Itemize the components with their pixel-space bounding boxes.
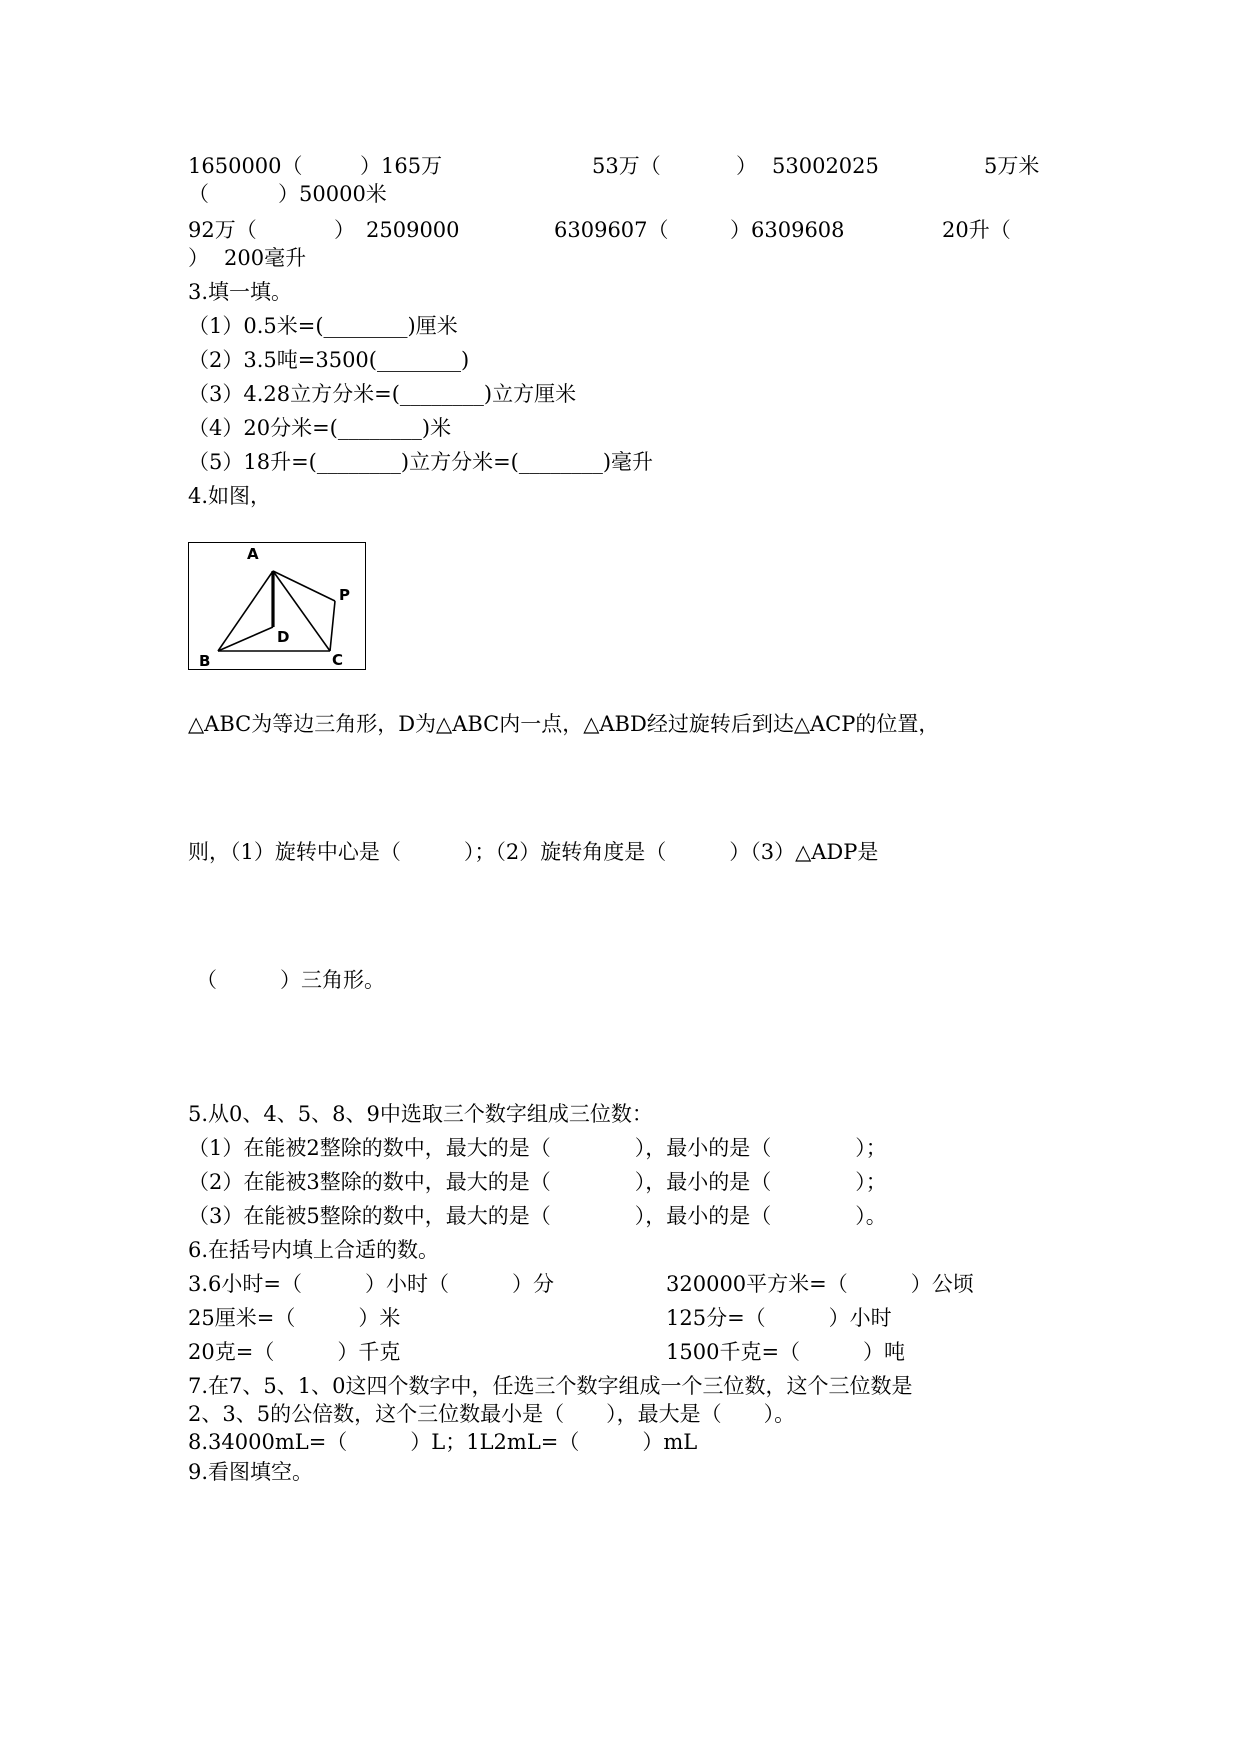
q6-r2-right: 125分=（ ）小时 — [666, 1306, 892, 1330]
label-a: A — [247, 545, 259, 563]
q6-r3-left: 20克=（ ）千克 — [188, 1340, 401, 1364]
q9-title: 9.看图填空。 — [188, 1460, 314, 1484]
q2-r1-a: 1650000（ — [188, 154, 303, 178]
q3-item-1: （1）0.5米=(________)厘米 — [188, 314, 458, 338]
triangle-figure — [188, 542, 366, 670]
q3-item-3: （3）4.28立方分米=(________)立方厘米 — [188, 382, 577, 406]
q2-r1-c: 53万（ — [592, 154, 661, 178]
q2-r2-e: ）6309608 — [730, 218, 845, 242]
triangle-diagram — [189, 543, 364, 668]
label-p: P — [339, 586, 350, 604]
q5-item-3: （3）在能被5整除的数中，最大的是（ ），最小的是（ ）。 — [188, 1204, 887, 1228]
q3-title: 3.填一填。 — [188, 280, 293, 304]
q2-r1b-b: ）50000米 — [278, 182, 387, 206]
q4-line-3: （ ）三角形。 — [196, 968, 385, 992]
q2-r1-b: ）165万 — [360, 154, 443, 178]
q5-item-1: （1）在能被2整除的数中，最大的是（ ），最小的是（ ）； — [188, 1136, 887, 1160]
q2-r2-a: 92万（ — [188, 218, 257, 242]
q2-r1-e: 53002025 — [772, 154, 879, 178]
q2-r2b-a: ） — [188, 246, 209, 270]
q4-line-2: 则，（1）旋转中心是（ ）；（2）旋转角度是（ ）（3）△ADP是 — [188, 840, 879, 864]
q6-r2-left: 25厘米=（ ）米 — [188, 1306, 401, 1330]
label-b: B — [199, 652, 211, 668]
q2-r2b-b: 200毫升 — [224, 246, 307, 270]
q7-line-2: 2、3、5的公倍数，这个三位数最小是（ ），最大是（ ）。 — [188, 1402, 796, 1426]
q4-title: 4.如图， — [188, 484, 272, 508]
q6-r1-right: 320000平方米=（ ）公顷 — [666, 1272, 974, 1296]
edge-pc — [330, 601, 335, 651]
q2-r2-d: 6309607（ — [554, 218, 669, 242]
q3-item-4: （4）20分米=(________)米 — [188, 416, 452, 440]
q6-r3-right: 1500千克=（ ）吨 — [666, 1340, 906, 1364]
edge-ap — [273, 571, 335, 601]
q2-r1-f: 5万米 — [984, 154, 1040, 178]
q2-r2-c: 2509000 — [366, 218, 460, 242]
label-d: D — [277, 628, 290, 646]
q3-item-5: （5）18升=(________)立方分米=(________)毫升 — [188, 450, 654, 474]
label-c: C — [332, 651, 344, 668]
q3-item-2: （2）3.5吨=3500(________) — [188, 348, 470, 372]
q7-line-1: 7.在7、5、1、0这四个数字中，任选三个数字组成一个三位数，这个三位数是 — [188, 1374, 913, 1398]
q6-r1-left: 3.6小时=（ ）小时（ ）分 — [188, 1272, 554, 1296]
q5-title: 5.从0、4、5、8、9中选取三个数字组成三位数： — [188, 1102, 653, 1126]
q6-title: 6.在括号内填上合适的数。 — [188, 1238, 440, 1262]
q2-r2-f: 20升（ — [942, 218, 1011, 242]
q2-r1b-a: （ — [188, 182, 209, 206]
q4-line-1: △ABC为等边三角形，D为△ABC内一点，△ABD经过旋转后到达△ACP的位置， — [188, 712, 940, 736]
q2-r1-d: ） — [736, 154, 757, 178]
q8-line: 8.34000mL=（ ）L；1L2mL=（ ）mL — [188, 1430, 698, 1454]
q2-r2-b: ） — [334, 218, 355, 242]
q5-item-2: （2）在能被3整除的数中，最大的是（ ），最小的是（ ）； — [188, 1170, 887, 1194]
